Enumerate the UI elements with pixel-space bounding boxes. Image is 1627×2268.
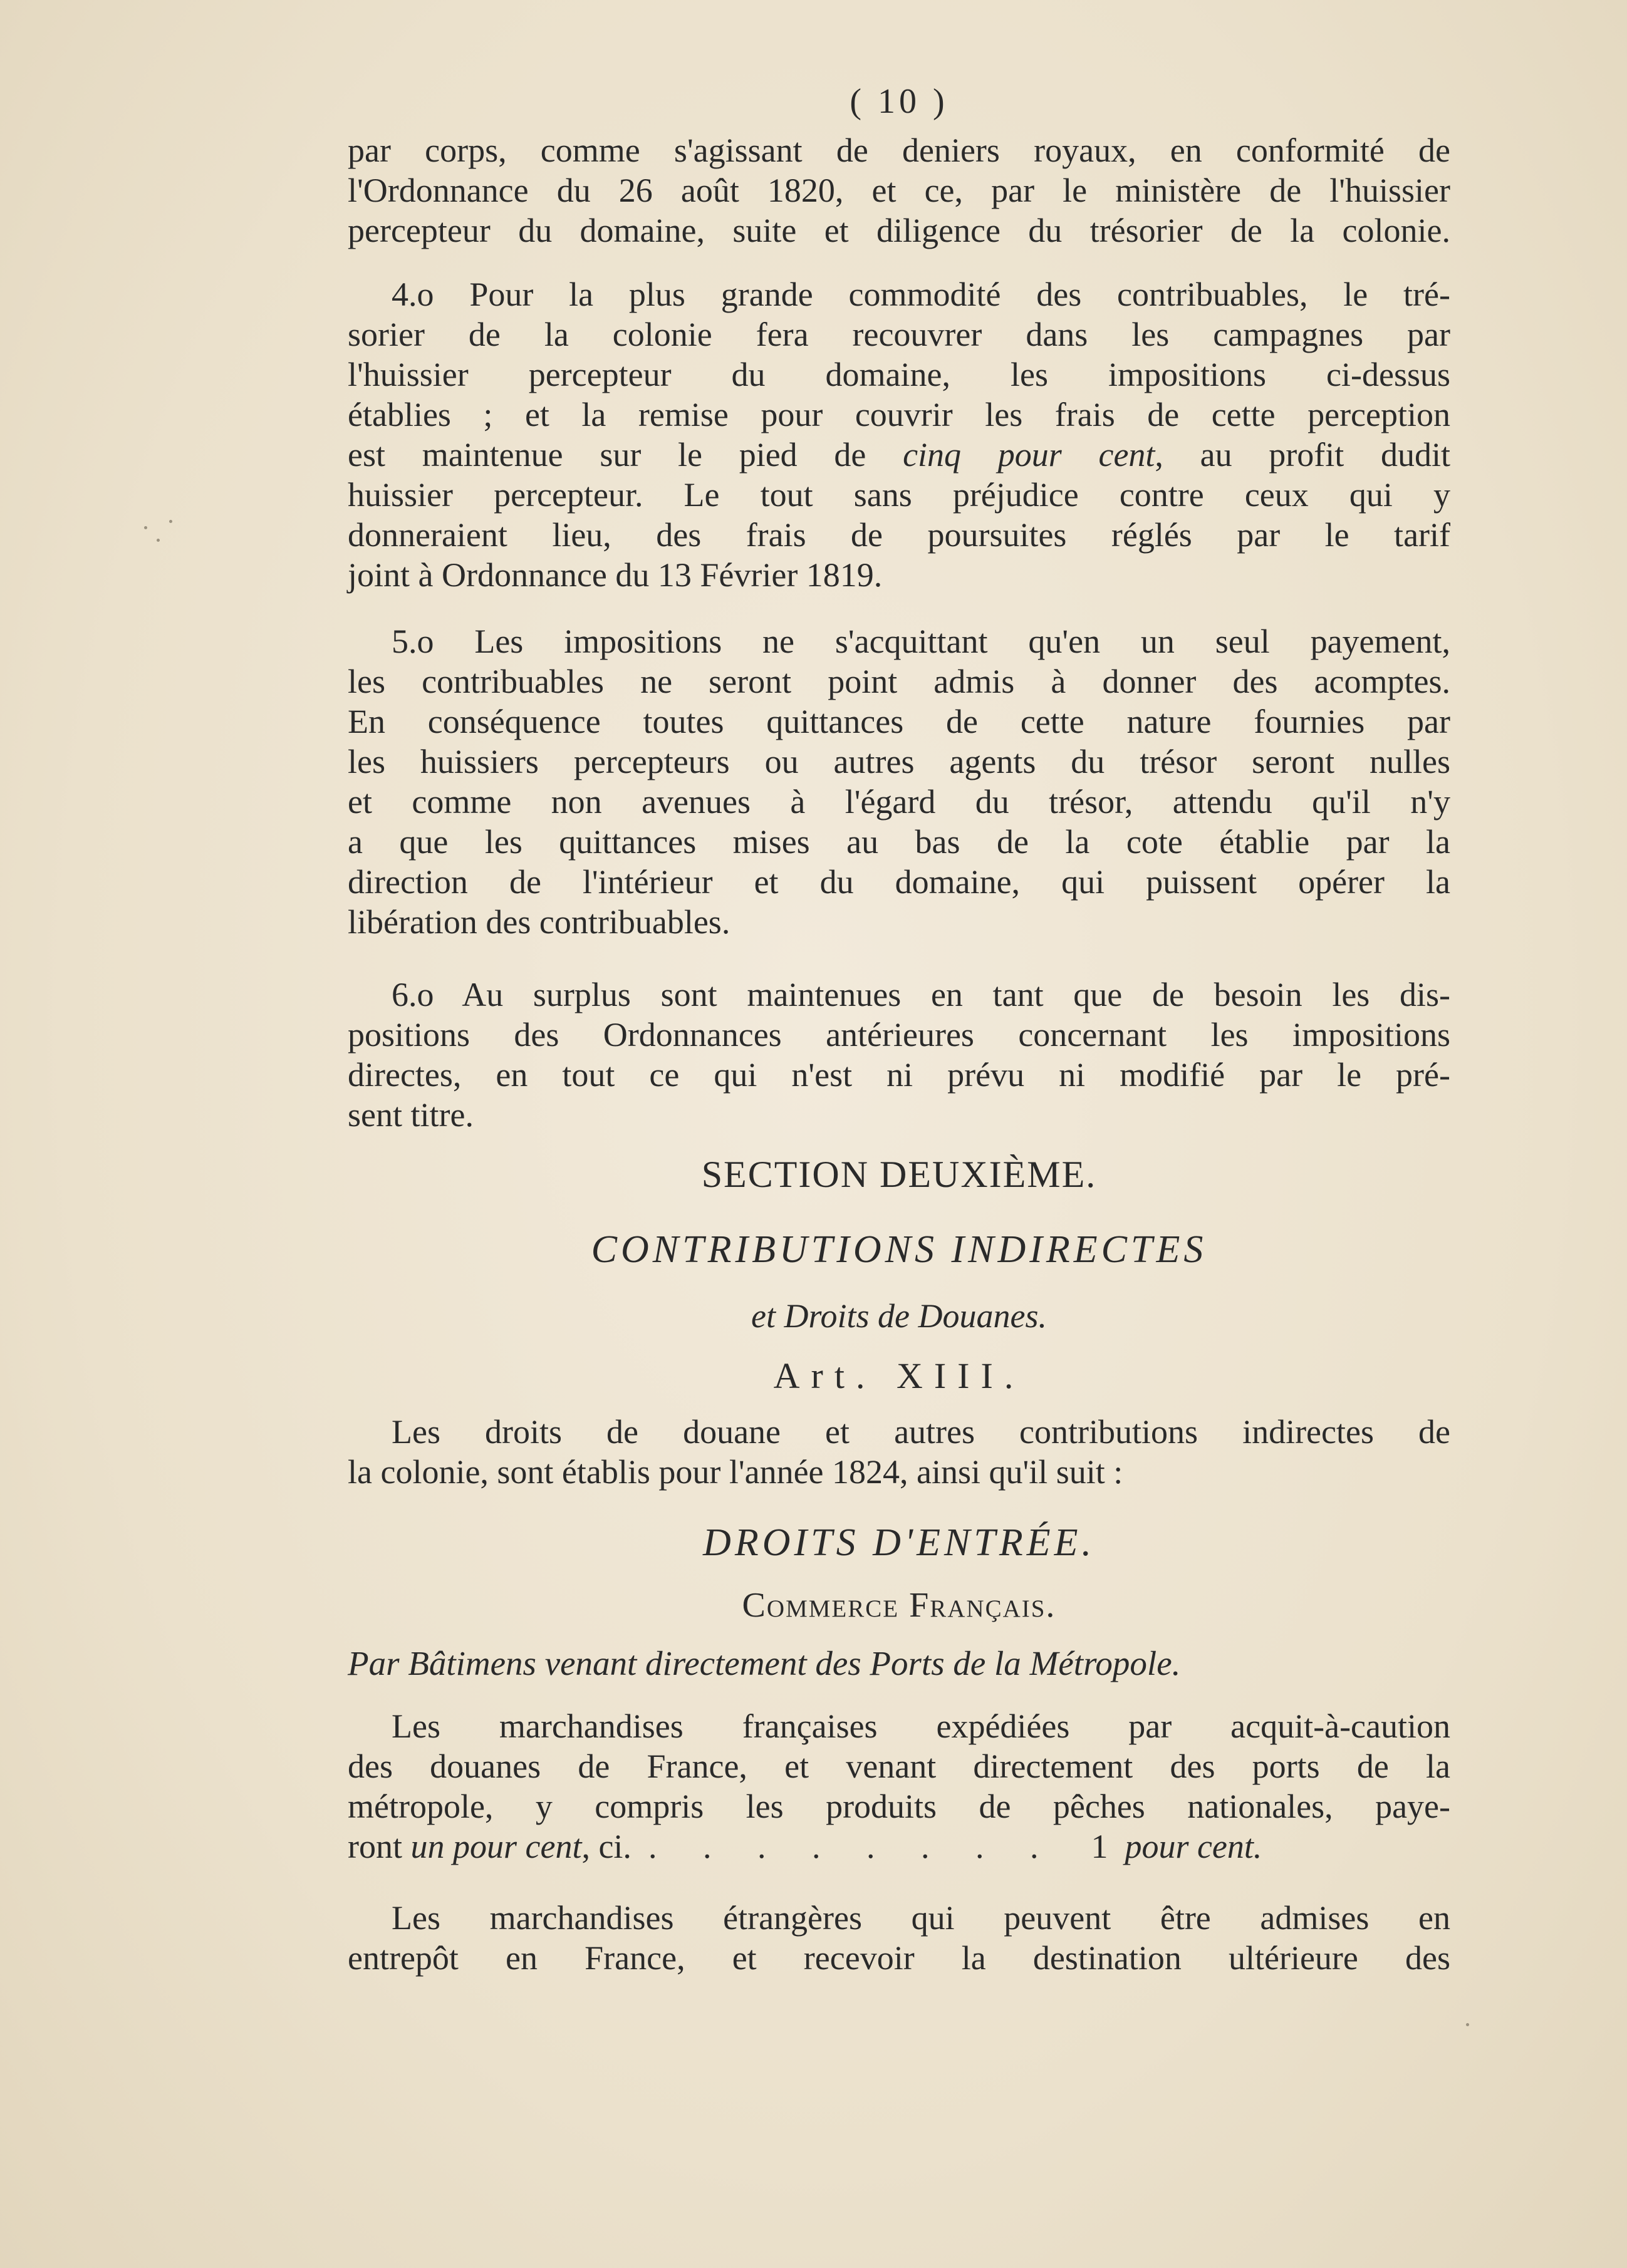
- italic-phrase: un pour cent: [410, 1828, 582, 1865]
- text-line: a que les quittances mises au bas de la cote établie par la: [348, 823, 1450, 861]
- paper-speck: [1466, 2023, 1469, 2026]
- page-number: ( 10 ): [850, 82, 949, 121]
- text-line: En conséquence toutes quittances de cette nature fournies par: [348, 703, 1450, 740]
- text-line: et comme non avenues à l'égard du trésor, attendu qu'il n'y: [348, 783, 1450, 821]
- text-line: libération des contribuables.: [348, 903, 730, 941]
- text-segment: ront: [348, 1828, 402, 1865]
- text-line: 5.o Les impositions ne s'acquittant qu'en un seul payement,: [392, 623, 1450, 660]
- text-line: entrepôt en France, et recevoir la destination ultérieure des: [348, 1939, 1450, 1977]
- text-line: percepteur du domaine, suite et diligence du trésorier de la colonie.: [348, 212, 1450, 249]
- text-line: Les marchandises françaises expédiées par acquit-à-caution: [392, 1707, 1450, 1745]
- text-line: sent titre.: [348, 1096, 474, 1134]
- paper-speck: [157, 539, 160, 542]
- section-subtitle: CONTRIBUTIONS INDIRECTES: [591, 1228, 1207, 1271]
- text-line: directes, en tout ce qui n'est ni prévu ni modifié par le pré-: [348, 1056, 1450, 1094]
- text-line: 4.o Pour la plus grande commodité des contribuables, le tré-: [392, 276, 1450, 313]
- article-heading: Art. XIII.: [773, 1355, 1025, 1396]
- text-segment: , ci.: [581, 1828, 632, 1865]
- section-title: SECTION DEUXIÈME.: [701, 1154, 1097, 1195]
- section-subtitle-2: et Droits de Douanes.: [751, 1297, 1047, 1335]
- subsection-title: DROITS D'ENTRÉE.: [703, 1521, 1095, 1564]
- paper-speck: [169, 520, 172, 523]
- text-line: [348, 1826, 1450, 1867]
- paper-speck: [144, 526, 147, 529]
- text-line: les huissiers percepteurs ou autres agents du trésor seront nulles: [348, 743, 1450, 780]
- dot-leaders: . . . . . . . .: [648, 1828, 1058, 1865]
- text-line: établies ; et la remise pour couvrir les frais de cette perception: [348, 396, 1450, 433]
- text-line: Les droits de douane et autres contributions indirectes de: [392, 1413, 1450, 1451]
- text-line: l'Ordonnance du 26 août 1820, et ce, par le ministère de l'huissier: [348, 172, 1450, 209]
- text-segment: , au profit dudit: [1155, 436, 1450, 474]
- text-line: Les marchandises étrangères qui peuvent être admises en: [392, 1899, 1450, 1937]
- text-line: par corps, comme s'agissant de deniers royaux, en conformité de: [348, 132, 1450, 169]
- shipping-heading: Par Bâtimens venant directement des Ports de la Métropole.: [348, 1644, 1181, 1682]
- text-line: la colonie, sont établis pour l'année 1824, ainsi qu'il suit :: [348, 1453, 1123, 1491]
- text-line: [348, 435, 1450, 475]
- text-line: donneraient lieu, des frais de poursuites réglés par le tarif: [348, 516, 1450, 554]
- italic-phrase: cinq pour cent: [903, 436, 1155, 474]
- text-line: joint à Ordonnance du 13 Février 1819.: [348, 556, 883, 594]
- commerce-heading: Commerce Français.: [742, 1586, 1056, 1625]
- text-line: métropole, y compris les produits de pêches nationales, paye-: [348, 1788, 1450, 1825]
- text-line: des douanes de France, et venant directement des ports de la: [348, 1748, 1450, 1785]
- text-segment: est maintenue sur le pied de: [348, 436, 866, 474]
- text-line: sorier de la colonie fera recouvrer dans les campagnes par: [348, 316, 1450, 353]
- text-line: huissier percepteur. Le tout sans préjudice contre ceux qui y: [348, 476, 1450, 514]
- text-line: positions des Ordonnances antérieures concernant les impositions: [348, 1016, 1450, 1054]
- text-line: direction de l'intérieur et du domaine, qui puissent opérer la: [348, 863, 1450, 901]
- rate-unit: pour cent.: [1125, 1828, 1262, 1865]
- text-line: l'huissier percepteur du domaine, les impositions ci-dessus: [348, 356, 1450, 393]
- rate-value: 1: [1091, 1828, 1108, 1865]
- text-line: 6.o Au surplus sont maintenues en tant que de besoin les dis-: [392, 976, 1450, 1013]
- text-line: les contribuables ne seront point admis à donner des acomptes.: [348, 663, 1450, 700]
